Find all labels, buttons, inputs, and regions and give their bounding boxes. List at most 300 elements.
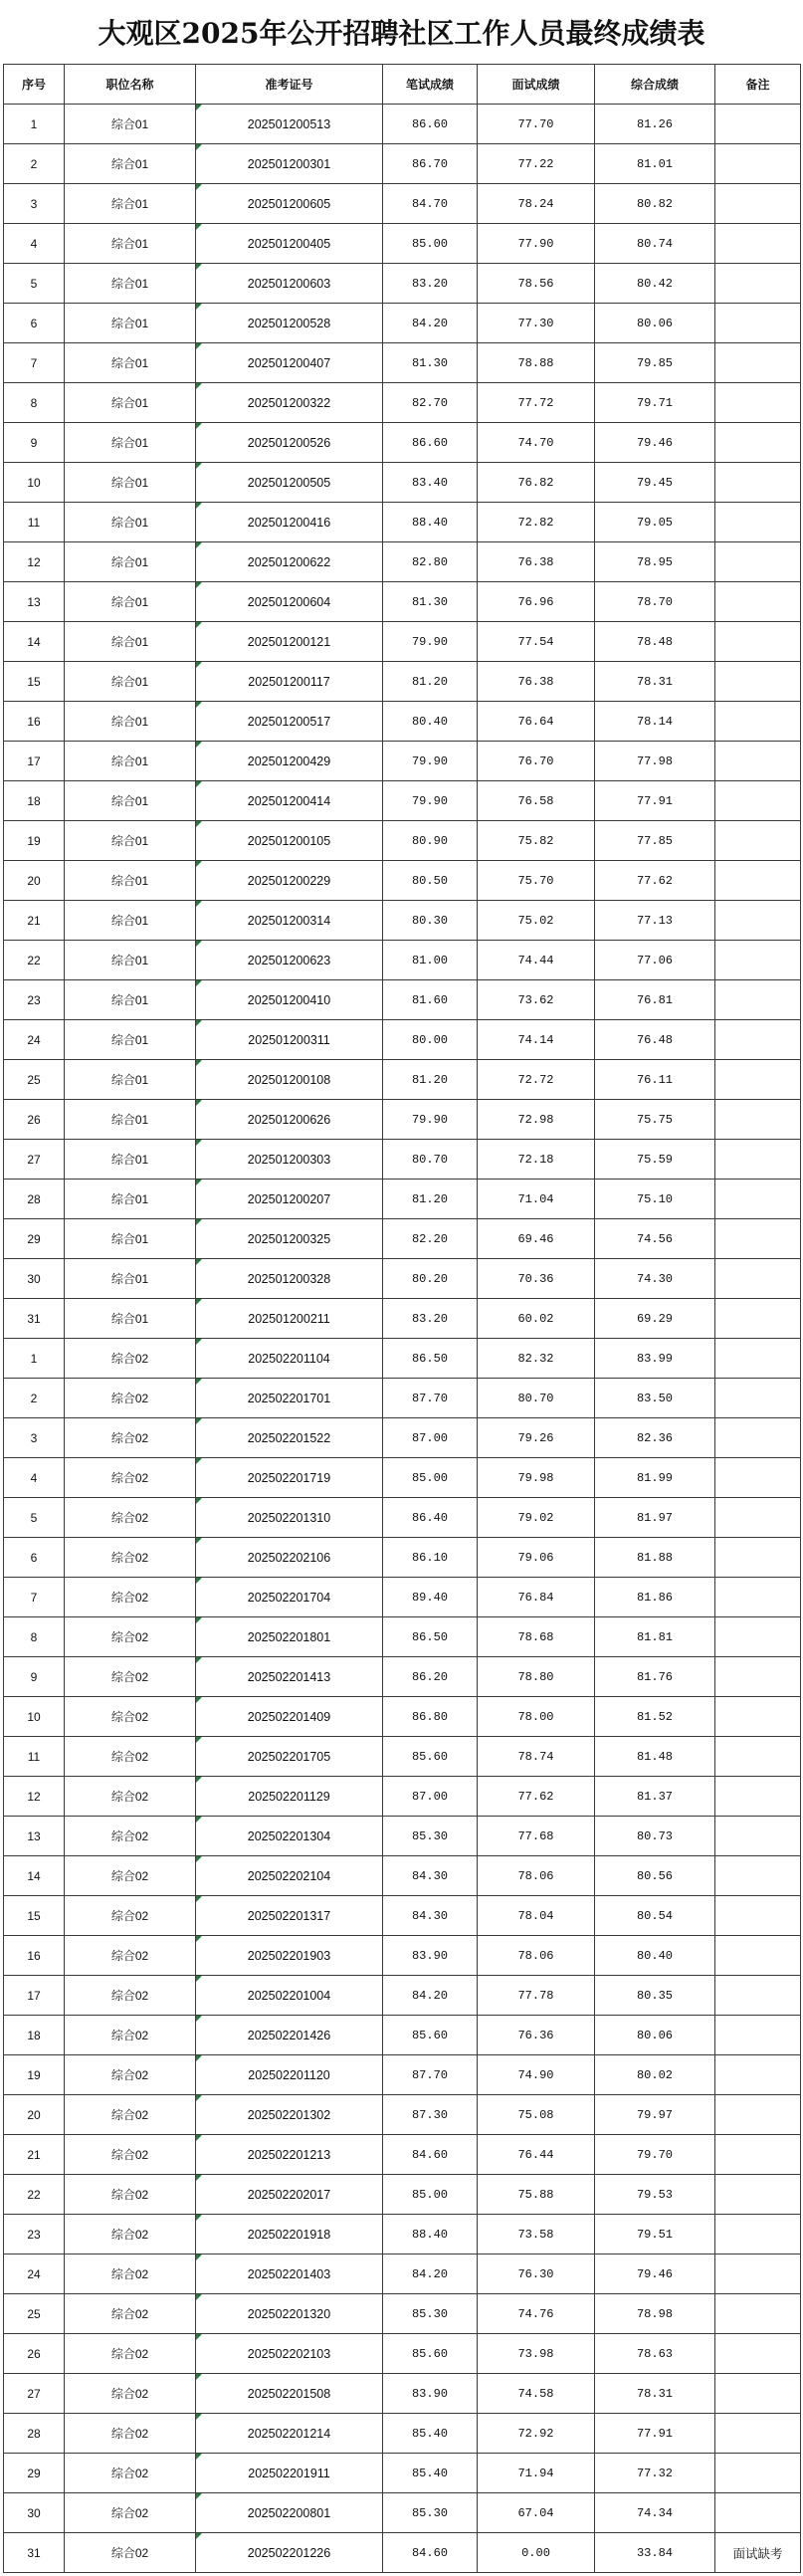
cell-total-score: 80.73: [595, 1817, 715, 1856]
cell-written-score: 83.40: [383, 463, 478, 503]
cell-position: 综合01: [65, 1219, 196, 1259]
cell-seq: 18: [4, 781, 65, 821]
cell-position: 综合01: [65, 821, 196, 861]
cell-position: 综合02: [65, 1896, 196, 1936]
cell-position: 综合01: [65, 582, 196, 622]
cell-interview-score: 0.00: [478, 2533, 595, 2573]
cell-position: 综合01: [65, 423, 196, 463]
cell-written-score: 83.90: [383, 1936, 478, 1976]
cell-position: 综合01: [65, 1140, 196, 1180]
cell-remark: [715, 980, 801, 1020]
cell-position: 综合02: [65, 2095, 196, 2135]
cell-exam-id: 202502201304: [196, 1817, 383, 1856]
cell-interview-score: 75.02: [478, 901, 595, 941]
cell-interview-score: 74.14: [478, 1020, 595, 1060]
cell-seq: 13: [4, 1817, 65, 1856]
cell-interview-score: 78.80: [478, 1657, 595, 1697]
cell-total-score: 81.76: [595, 1657, 715, 1697]
table-row: [4, 622, 801, 662]
cell-remark: [715, 304, 801, 343]
cell-written-score: 79.90: [383, 742, 478, 781]
cell-total-score: 79.51: [595, 2215, 715, 2254]
table-row: [4, 304, 801, 343]
cell-interview-score: 72.98: [478, 1100, 595, 1140]
cell-exam-id: 202502201508: [196, 2374, 383, 2414]
cell-position: 综合02: [65, 1418, 196, 1458]
cell-position: 综合01: [65, 702, 196, 742]
cell-position: 综合01: [65, 343, 196, 383]
cell-total-score: 79.46: [595, 2254, 715, 2294]
cell-remark: [715, 383, 801, 423]
cell-written-score: 80.00: [383, 1020, 478, 1060]
cell-remark: [715, 662, 801, 702]
cell-total-score: 74.56: [595, 1219, 715, 1259]
cell-position: 综合02: [65, 2414, 196, 2454]
cell-total-score: 80.54: [595, 1896, 715, 1936]
table-row: [4, 1697, 801, 1737]
cell-remark: [715, 1299, 801, 1339]
cell-total-score: 81.26: [595, 105, 715, 144]
table-row: [4, 1617, 801, 1657]
cell-total-score: 80.82: [595, 184, 715, 224]
cell-position: 综合01: [65, 144, 196, 184]
cell-total-score: 82.36: [595, 1418, 715, 1458]
cell-written-score: 87.70: [383, 2055, 478, 2095]
cell-seq: 29: [4, 2454, 65, 2493]
cell-total-score: 77.85: [595, 821, 715, 861]
cell-total-score: 79.45: [595, 463, 715, 503]
cell-position: 综合02: [65, 1339, 196, 1379]
cell-position: 综合02: [65, 2334, 196, 2374]
cell-seq: 8: [4, 383, 65, 423]
cell-interview-score: 72.18: [478, 1140, 595, 1180]
cell-exam-id: 202502202017: [196, 2175, 383, 2215]
cell-remark: [715, 582, 801, 622]
table-row: [4, 2175, 801, 2215]
cell-exam-id: 202502201129: [196, 1777, 383, 1817]
cell-written-score: 82.70: [383, 383, 478, 423]
cell-remark: [715, 343, 801, 383]
cell-position: 综合02: [65, 1617, 196, 1657]
cell-exam-id: 202501200623: [196, 941, 383, 980]
cell-exam-id: 202501200207: [196, 1180, 383, 1219]
cell-seq: 1: [4, 1339, 65, 1379]
cell-exam-id: 202502201522: [196, 1418, 383, 1458]
cell-interview-score: 78.74: [478, 1737, 595, 1777]
cell-written-score: 79.90: [383, 781, 478, 821]
cell-remark: [715, 1697, 801, 1737]
cell-interview-score: 76.96: [478, 582, 595, 622]
cell-remark: [715, 2374, 801, 2414]
table-row: [4, 2334, 801, 2374]
cell-exam-id: 202502201426: [196, 2016, 383, 2055]
cell-interview-score: 78.04: [478, 1896, 595, 1936]
cell-interview-score: 70.36: [478, 1259, 595, 1299]
cell-exam-id: 202501200505: [196, 463, 383, 503]
cell-exam-id: 202502201719: [196, 1458, 383, 1498]
cell-exam-id: 202501200429: [196, 742, 383, 781]
cell-remark: [715, 224, 801, 264]
cell-total-score: 78.31: [595, 2374, 715, 2414]
cell-total-score: 75.75: [595, 1100, 715, 1140]
cell-position: 综合01: [65, 622, 196, 662]
table-row: [4, 1140, 801, 1180]
table-row: [4, 1458, 801, 1498]
cell-remark: [715, 1817, 801, 1856]
cell-position: 综合02: [65, 1817, 196, 1856]
cell-written-score: 87.00: [383, 1777, 478, 1817]
cell-written-score: 85.60: [383, 2334, 478, 2374]
cell-total-score: 77.98: [595, 742, 715, 781]
cell-interview-score: 77.72: [478, 383, 595, 423]
cell-total-score: 78.63: [595, 2334, 715, 2374]
table-row: [4, 1856, 801, 1896]
cell-written-score: 82.20: [383, 1219, 478, 1259]
cell-position: 综合02: [65, 1856, 196, 1896]
cell-seq: 29: [4, 1219, 65, 1259]
cell-position: 综合02: [65, 2294, 196, 2334]
cell-seq: 3: [4, 1418, 65, 1458]
cell-remark: [715, 1578, 801, 1617]
cell-interview-score: 76.38: [478, 542, 595, 582]
cell-interview-score: 74.58: [478, 2374, 595, 2414]
cell-remark: [715, 1617, 801, 1657]
cell-total-score: 79.53: [595, 2175, 715, 2215]
cell-remark: [715, 2055, 801, 2095]
cell-exam-id: 202502201911: [196, 2454, 383, 2493]
cell-written-score: 81.30: [383, 343, 478, 383]
cell-written-score: 79.90: [383, 1100, 478, 1140]
cell-seq: 11: [4, 1737, 65, 1777]
cell-written-score: 85.00: [383, 2175, 478, 2215]
table-row: [4, 582, 801, 622]
cell-interview-score: 79.26: [478, 1418, 595, 1458]
table-row: [4, 105, 801, 144]
cell-written-score: 84.70: [383, 184, 478, 224]
cell-remark: [715, 2493, 801, 2533]
cell-seq: 24: [4, 1020, 65, 1060]
cell-total-score: 81.01: [595, 144, 715, 184]
cell-written-score: 80.30: [383, 901, 478, 941]
cell-remark: [715, 1180, 801, 1219]
cell-remark: [715, 423, 801, 463]
cell-total-score: 81.81: [595, 1617, 715, 1657]
cell-written-score: 86.80: [383, 1697, 478, 1737]
cell-position: 综合01: [65, 781, 196, 821]
cell-exam-id: 202501200301: [196, 144, 383, 184]
cell-written-score: 81.60: [383, 980, 478, 1020]
cell-total-score: 81.52: [595, 1697, 715, 1737]
cell-position: 综合02: [65, 1936, 196, 1976]
cell-written-score: 84.30: [383, 1856, 478, 1896]
cell-seq: 25: [4, 2294, 65, 2334]
cell-interview-score: 77.68: [478, 1817, 595, 1856]
cell-exam-id: 202502201213: [196, 2135, 383, 2175]
cell-seq: 12: [4, 1777, 65, 1817]
table-row: [4, 1578, 801, 1617]
cell-written-score: 88.40: [383, 503, 478, 542]
cell-position: 综合02: [65, 1538, 196, 1578]
cell-total-score: 79.71: [595, 383, 715, 423]
cell-exam-id: 202501200410: [196, 980, 383, 1020]
cell-position: 综合02: [65, 1657, 196, 1697]
score-table: [3, 64, 801, 2573]
cell-total-score: 77.06: [595, 941, 715, 980]
cell-position: 综合02: [65, 1458, 196, 1498]
cell-exam-id: 202502201705: [196, 1737, 383, 1777]
cell-position: 综合01: [65, 941, 196, 980]
cell-position: 综合01: [65, 662, 196, 702]
cell-position: 综合02: [65, 2175, 196, 2215]
table-row: [4, 1777, 801, 1817]
cell-remark: [715, 1060, 801, 1100]
cell-seq: 28: [4, 1180, 65, 1219]
cell-seq: 12: [4, 542, 65, 582]
table-row: [4, 702, 801, 742]
cell-written-score: 85.30: [383, 2493, 478, 2533]
cell-position: 综合02: [65, 1697, 196, 1737]
cell-total-score: 80.06: [595, 2016, 715, 2055]
cell-position: 综合01: [65, 1100, 196, 1140]
cell-exam-id: 202502201214: [196, 2414, 383, 2454]
cell-interview-score: 71.04: [478, 1180, 595, 1219]
table-row: [4, 662, 801, 702]
cell-interview-score: 77.22: [478, 144, 595, 184]
cell-seq: 23: [4, 2215, 65, 2254]
cell-total-score: 74.30: [595, 1259, 715, 1299]
table-row: [4, 821, 801, 861]
cell-written-score: 85.30: [383, 2294, 478, 2334]
cell-interview-score: 79.98: [478, 1458, 595, 1498]
cell-exam-id: 202502201004: [196, 1976, 383, 2016]
cell-total-score: 81.88: [595, 1538, 715, 1578]
cell-remark: [715, 264, 801, 304]
cell-interview-score: 75.70: [478, 861, 595, 901]
cell-interview-score: 78.06: [478, 1936, 595, 1976]
cell-total-score: 78.95: [595, 542, 715, 582]
cell-exam-id: 202501200322: [196, 383, 383, 423]
cell-seq: 23: [4, 980, 65, 1020]
cell-written-score: 86.20: [383, 1657, 478, 1697]
cell-remark: [715, 861, 801, 901]
cell-remark: [715, 1737, 801, 1777]
table-row: [4, 742, 801, 781]
cell-seq: 10: [4, 463, 65, 503]
cell-written-score: 80.20: [383, 1259, 478, 1299]
cell-interview-score: 76.38: [478, 662, 595, 702]
cell-written-score: 87.70: [383, 1379, 478, 1418]
cell-seq: 8: [4, 1617, 65, 1657]
cell-seq: 18: [4, 2016, 65, 2055]
cell-exam-id: 202502201302: [196, 2095, 383, 2135]
table-row: [4, 1219, 801, 1259]
cell-written-score: 80.40: [383, 702, 478, 742]
cell-exam-id: 202501200303: [196, 1140, 383, 1180]
cell-remark: [715, 1976, 801, 2016]
cell-seq: 14: [4, 1856, 65, 1896]
cell-seq: 19: [4, 2055, 65, 2095]
cell-seq: 13: [4, 582, 65, 622]
cell-exam-id: 202502201903: [196, 1936, 383, 1976]
cell-seq: 30: [4, 2493, 65, 2533]
cell-written-score: 84.60: [383, 2533, 478, 2573]
cell-seq: 21: [4, 2135, 65, 2175]
cell-seq: 3: [4, 184, 65, 224]
cell-written-score: 86.50: [383, 1339, 478, 1379]
cell-total-score: 81.86: [595, 1578, 715, 1617]
cell-remark: [715, 1498, 801, 1538]
cell-total-score: 81.48: [595, 1737, 715, 1777]
cell-total-score: 81.37: [595, 1777, 715, 1817]
table-row: [4, 1259, 801, 1299]
cell-total-score: 69.29: [595, 1299, 715, 1339]
cell-remark: [715, 2095, 801, 2135]
cell-seq: 19: [4, 821, 65, 861]
cell-total-score: 79.70: [595, 2135, 715, 2175]
cell-seq: 16: [4, 1936, 65, 1976]
cell-written-score: 80.50: [383, 861, 478, 901]
cell-seq: 2: [4, 144, 65, 184]
cell-seq: 17: [4, 742, 65, 781]
table-row: [4, 1896, 801, 1936]
cell-exam-id: 202501200117: [196, 662, 383, 702]
cell-written-score: 86.10: [383, 1538, 478, 1578]
cell-interview-score: 79.06: [478, 1538, 595, 1578]
cell-position: 综合02: [65, 1976, 196, 2016]
table-row: [4, 1976, 801, 2016]
cell-exam-id: 202501200314: [196, 901, 383, 941]
cell-written-score: 84.30: [383, 1896, 478, 1936]
cell-remark: [715, 105, 801, 144]
cell-total-score: 81.97: [595, 1498, 715, 1538]
table-row: [4, 2414, 801, 2454]
table-row: [4, 383, 801, 423]
table-row: [4, 861, 801, 901]
cell-interview-score: 75.08: [478, 2095, 595, 2135]
cell-exam-id: 202502201704: [196, 1578, 383, 1617]
cell-seq: 7: [4, 1578, 65, 1617]
cell-seq: 25: [4, 1060, 65, 1100]
cell-position: 综合02: [65, 1578, 196, 1617]
cell-position: 综合02: [65, 2374, 196, 2414]
table-row: [4, 2254, 801, 2294]
cell-interview-score: 73.98: [478, 2334, 595, 2374]
cell-total-score: 75.59: [595, 1140, 715, 1180]
cell-interview-score: 74.44: [478, 941, 595, 980]
table-row: [4, 1299, 801, 1339]
cell-remark: [715, 1339, 801, 1379]
cell-interview-score: 76.44: [478, 2135, 595, 2175]
cell-remark: [715, 1020, 801, 1060]
cell-written-score: 88.40: [383, 2215, 478, 2254]
cell-total-score: 78.14: [595, 702, 715, 742]
cell-interview-score: 75.88: [478, 2175, 595, 2215]
cell-interview-score: 78.00: [478, 1697, 595, 1737]
cell-seq: 22: [4, 941, 65, 980]
cell-position: 综合01: [65, 1299, 196, 1339]
cell-remark: [715, 2414, 801, 2454]
cell-exam-id: 202501200517: [196, 702, 383, 742]
cell-written-score: 84.20: [383, 304, 478, 343]
cell-seq: 31: [4, 1299, 65, 1339]
cell-exam-id: 202501200325: [196, 1219, 383, 1259]
cell-interview-score: 72.82: [478, 503, 595, 542]
cell-total-score: 80.35: [595, 1976, 715, 2016]
cell-total-score: 79.97: [595, 2095, 715, 2135]
table-row: [4, 1418, 801, 1458]
cell-interview-score: 80.70: [478, 1379, 595, 1418]
cell-seq: 11: [4, 503, 65, 542]
cell-seq: 9: [4, 423, 65, 463]
cell-total-score: 83.50: [595, 1379, 715, 1418]
cell-written-score: 85.40: [383, 2414, 478, 2454]
cell-total-score: 74.34: [595, 2493, 715, 2533]
cell-position: 综合01: [65, 1259, 196, 1299]
table-row: [4, 2135, 801, 2175]
cell-exam-id: 202502201403: [196, 2254, 383, 2294]
cell-total-score: 79.46: [595, 423, 715, 463]
cell-interview-score: 77.54: [478, 622, 595, 662]
cell-seq: 14: [4, 622, 65, 662]
cell-position: 综合01: [65, 980, 196, 1020]
header-seq: 序号: [4, 65, 65, 105]
cell-written-score: 85.60: [383, 2016, 478, 2055]
cell-written-score: 87.00: [383, 1418, 478, 1458]
cell-exam-id: 202501200121: [196, 622, 383, 662]
cell-seq: 31: [4, 2533, 65, 2573]
cell-interview-score: 77.62: [478, 1777, 595, 1817]
cell-remark: [715, 2454, 801, 2493]
cell-position: 综合02: [65, 2454, 196, 2493]
cell-seq: 5: [4, 1498, 65, 1538]
cell-written-score: 83.90: [383, 2374, 478, 2414]
cell-remark: [715, 2294, 801, 2334]
cell-position: 综合01: [65, 503, 196, 542]
cell-written-score: 85.00: [383, 224, 478, 264]
cell-interview-score: 72.92: [478, 2414, 595, 2454]
cell-total-score: 80.02: [595, 2055, 715, 2095]
cell-position: 综合02: [65, 1379, 196, 1418]
cell-interview-score: 77.30: [478, 304, 595, 343]
cell-exam-id: 202501200328: [196, 1259, 383, 1299]
cell-written-score: 79.90: [383, 622, 478, 662]
table-row: [4, 542, 801, 582]
table-row: [4, 1020, 801, 1060]
cell-remark: [715, 901, 801, 941]
cell-seq: 15: [4, 1896, 65, 1936]
cell-written-score: 86.70: [383, 144, 478, 184]
cell-total-score: 77.62: [595, 861, 715, 901]
cell-interview-score: 76.58: [478, 781, 595, 821]
header-total-score: 综合成绩: [595, 65, 715, 105]
cell-exam-id: 202502201120: [196, 2055, 383, 2095]
cell-total-score: 79.85: [595, 343, 715, 383]
cell-position: 综合01: [65, 1020, 196, 1060]
cell-remark: [715, 1379, 801, 1418]
table-row: [4, 1379, 801, 1418]
table-row: [4, 2095, 801, 2135]
cell-seq: 6: [4, 304, 65, 343]
cell-total-score: 79.05: [595, 503, 715, 542]
cell-interview-score: 76.36: [478, 2016, 595, 2055]
cell-seq: 27: [4, 2374, 65, 2414]
cell-seq: 20: [4, 861, 65, 901]
cell-written-score: 87.30: [383, 2095, 478, 2135]
cell-total-score: 33.84: [595, 2533, 715, 2573]
cell-written-score: 80.90: [383, 821, 478, 861]
cell-seq: 28: [4, 2414, 65, 2454]
table-header-row: [4, 65, 801, 105]
